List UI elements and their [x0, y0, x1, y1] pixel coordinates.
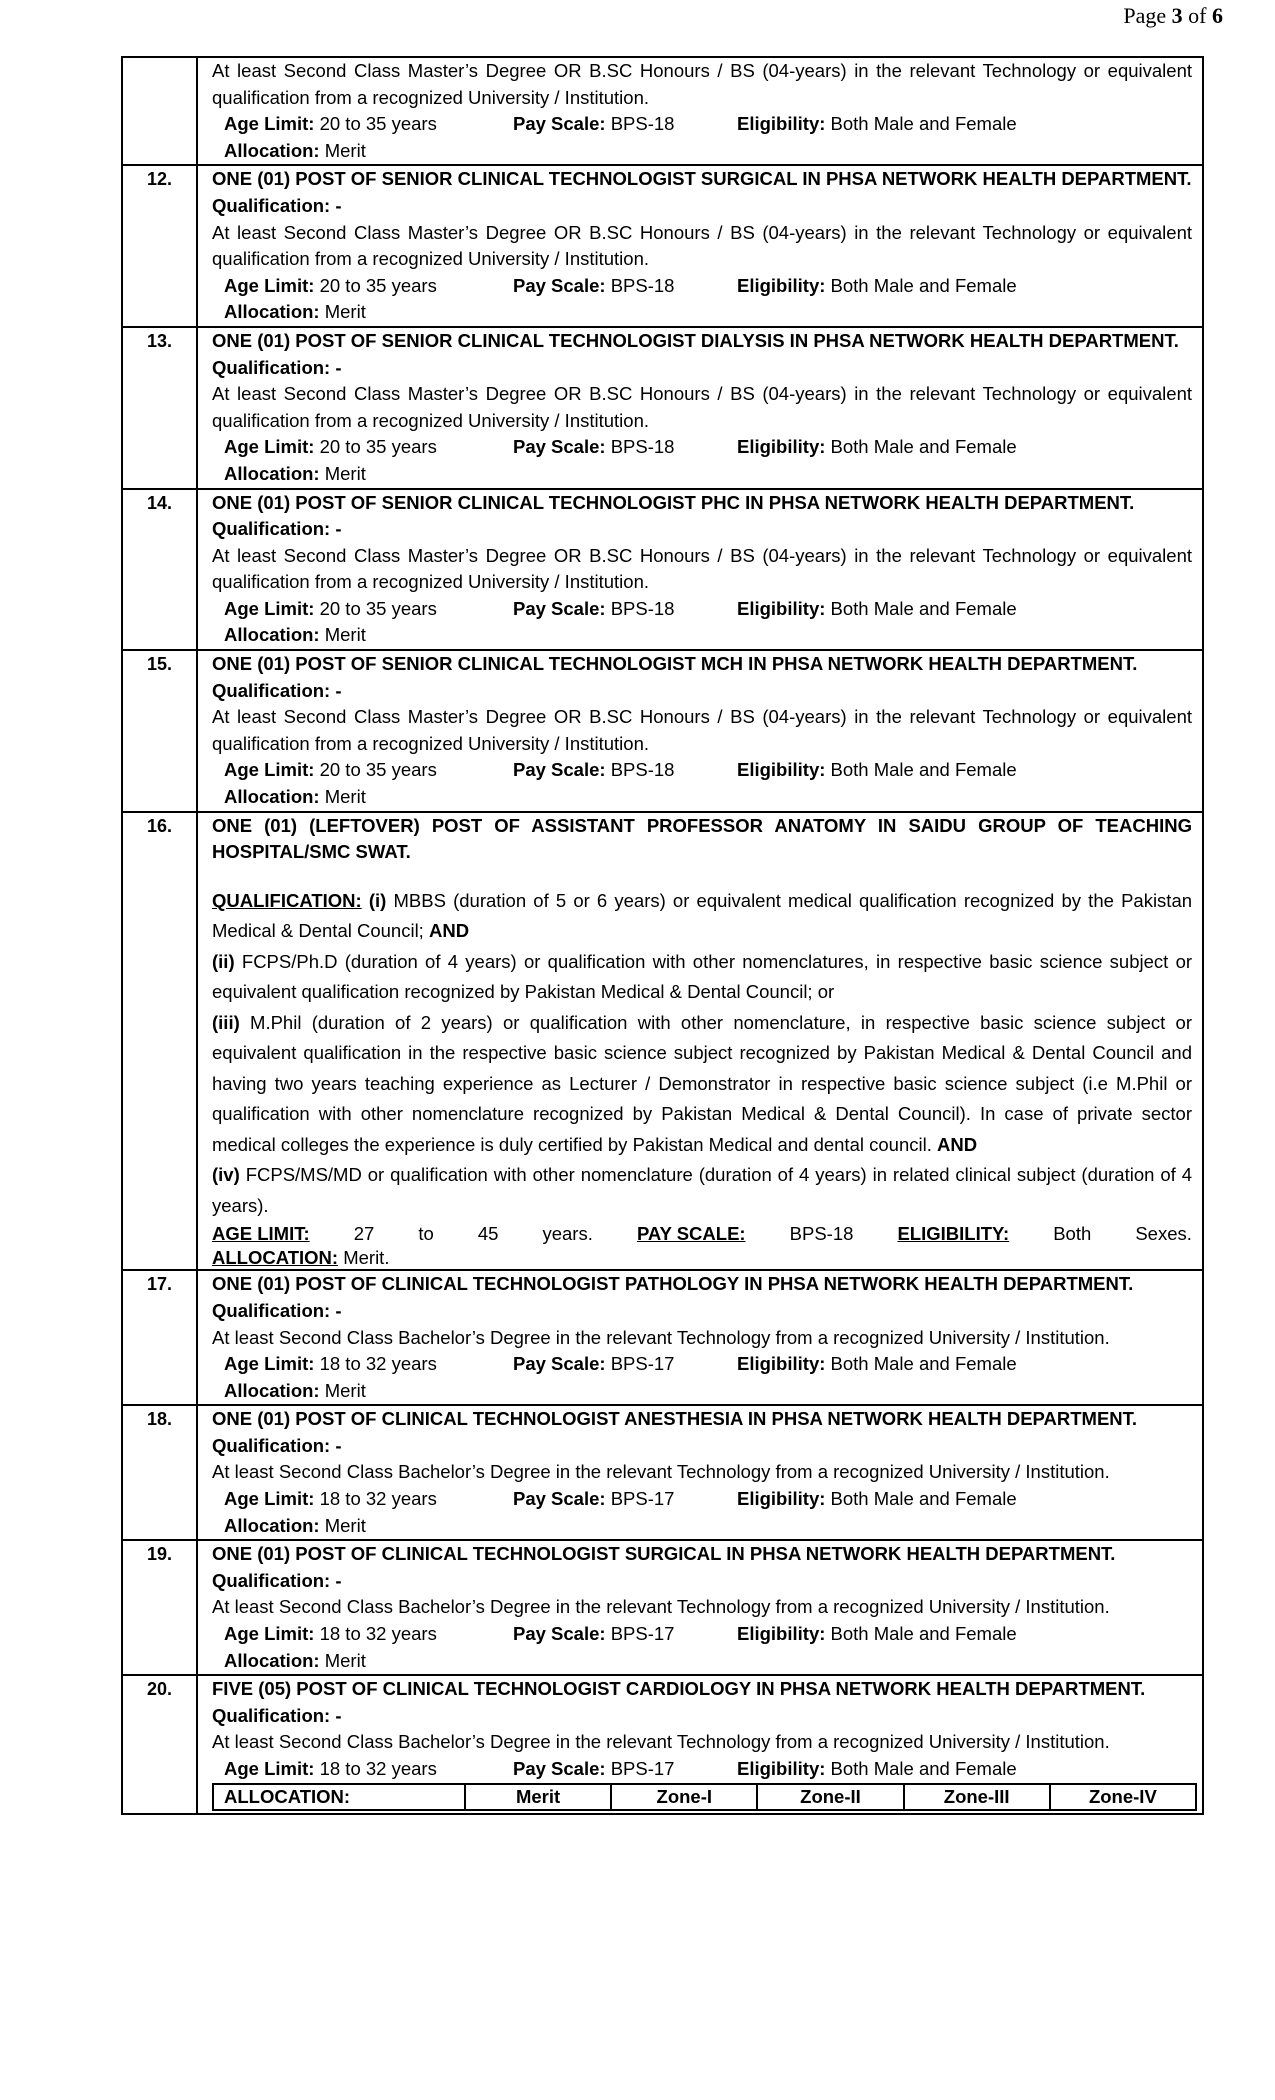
- item-label: (iv): [212, 1164, 240, 1186]
- post-content: [197, 165, 1203, 327]
- qualification-ii: [212, 947, 1192, 1008]
- qualification-text: At least Second Class Bachelor’s Degree in the relevant Technology from a recognized University / Institution.: [212, 1596, 1110, 1618]
- pay-scale-label: Pay Scale:: [513, 759, 606, 781]
- allocation-line: [212, 138, 1192, 165]
- qualification-label: Qualification: -: [212, 1299, 342, 1321]
- eligibility-label: Eligibility:: [737, 1488, 826, 1510]
- pay-scale-value: BPS-17: [610, 1623, 675, 1645]
- age-limit-label: Age Limit:: [224, 597, 315, 619]
- age-min: 27: [353, 1223, 375, 1245]
- allocation-value: Merit.: [343, 1247, 390, 1269]
- and-label: AND: [428, 920, 470, 942]
- age-to: to: [418, 1223, 434, 1245]
- post-number: 14.: [122, 489, 197, 651]
- allocation-line: [212, 461, 1192, 488]
- post-number: 12.: [122, 165, 197, 327]
- terms-line: [212, 111, 1192, 138]
- age-limit-label: AGE LIMIT:: [212, 1223, 310, 1245]
- pay-scale-label: Pay Scale:: [513, 1353, 606, 1375]
- allocation-line: [212, 299, 1192, 326]
- post-content: [197, 489, 1203, 651]
- allocation-value: Merit: [324, 139, 366, 161]
- qualification-text: At least Second Class Bachelor’s Degree in the relevant Technology from a recognized University / Institution.: [212, 1731, 1110, 1753]
- post-title: ONE (01) POST OF CLINICAL TECHNOLOGIST ANESTHESIA IN PHSA NETWORK HEALTH DEPARTMENT.: [212, 1408, 1138, 1430]
- post-title: FIVE (05) POST OF CLINICAL TECHNOLOGIST CARDIOLOGY IN PHSA NETWORK HEALTH DEPARTMENT.: [212, 1678, 1146, 1700]
- pay-scale-value: BPS-17: [610, 1488, 675, 1510]
- post-content: [197, 327, 1203, 489]
- table-row: [122, 812, 1203, 1271]
- allocation-zone-1: Zone-I: [611, 1784, 757, 1810]
- post-title: ONE (01) POST OF CLINICAL TECHNOLOGIST PATHOLOGY IN PHSA NETWORK HEALTH DEPARTMENT.: [212, 1273, 1134, 1295]
- posts-table: [121, 56, 1204, 1815]
- table-row: [122, 57, 1203, 165]
- post-content: [197, 1270, 1203, 1405]
- age-limit-value: 20 to 35 years: [319, 436, 437, 458]
- eligibility-value: Both Male and Female: [830, 759, 1017, 781]
- allocation-line: [212, 1648, 1192, 1675]
- table-row: [122, 327, 1203, 489]
- table-row: [122, 650, 1203, 812]
- terms-line: [212, 273, 1192, 300]
- table-row: [122, 1540, 1203, 1675]
- qualification-label: Qualification: -: [212, 194, 342, 216]
- eligibility-value: Both Male and Female: [830, 436, 1017, 458]
- qualification-text: MBBS (duration of 5 or 6 years) or equivalent medical qualification recognized by the Pakistan Medical & Dental Council;: [212, 889, 1193, 942]
- allocation-label: Allocation:: [224, 301, 320, 323]
- qualification-text: At least Second Class Bachelor’s Degree in the relevant Technology from a recognized University / Institution.: [212, 1326, 1110, 1348]
- age-limit-value: 18 to 32 years: [319, 1623, 437, 1645]
- post-content: [197, 57, 1203, 165]
- post-title: ONE (01) POST OF SENIOR CLINICAL TECHNOLOGIST DIALYSIS IN PHSA NETWORK HEALTH DEPARTMENT.: [212, 329, 1179, 351]
- eligibility-value: Both Male and Female: [830, 597, 1017, 619]
- qualification-label: Qualification: -: [212, 1704, 342, 1726]
- age-limit-label: Age Limit:: [224, 113, 315, 135]
- eligibility-value: Both Male and Female: [830, 1758, 1017, 1779]
- age-limit-label: Age Limit:: [224, 1623, 315, 1645]
- allocation-label: Allocation:: [224, 624, 320, 646]
- allocation-value: Merit: [324, 301, 366, 323]
- qualification-label: Qualification: -: [212, 518, 342, 540]
- eligibility-label: ELIGIBILITY:: [897, 1223, 1010, 1245]
- allocation-label: Allocation:: [224, 1379, 320, 1401]
- age-limit-label: Age Limit:: [224, 1488, 315, 1510]
- eligibility-label: Eligibility:: [737, 1353, 826, 1375]
- eligibility-label: Eligibility:: [737, 274, 826, 296]
- qualification-label: Qualification: -: [212, 1569, 342, 1591]
- allocation-value: Merit: [324, 1379, 366, 1401]
- allocation-label: Allocation:: [224, 1649, 320, 1671]
- page-prefix: Page: [1123, 3, 1172, 28]
- post-content: [197, 1540, 1203, 1675]
- terms-line: [212, 1756, 1192, 1783]
- pay-scale-value: BPS-17: [610, 1353, 675, 1375]
- item-label: (i): [368, 889, 387, 911]
- pay-scale-label: Pay Scale:: [513, 597, 606, 619]
- allocation-value: Merit: [324, 462, 366, 484]
- qualification-text: At least Second Class Master’s Degree OR B.SC Honours / BS (04-years) in the relevant Technology or equivalent qualification from a recognized University / Institution.: [212, 383, 1192, 431]
- allocation-table: [212, 1783, 1197, 1811]
- allocation-zone-4: Zone-IV: [1050, 1784, 1196, 1810]
- qualification-label: Qualification: -: [212, 679, 342, 701]
- eligibility-value: Both Male and Female: [830, 1353, 1017, 1375]
- age-limit-value: 18 to 32 years: [319, 1353, 437, 1375]
- allocation-label: Allocation:: [224, 1514, 320, 1536]
- terms-line: [212, 434, 1192, 461]
- allocation-line: [212, 622, 1192, 649]
- page-number: [1123, 3, 1223, 29]
- allocation-value: Merit: [324, 624, 366, 646]
- terms-line: [212, 1621, 1192, 1648]
- post-number: 13.: [122, 327, 197, 489]
- eligibility-label: Eligibility:: [737, 597, 826, 619]
- pay-scale-value: BPS-18: [610, 113, 675, 135]
- qualification-label: QUALIFICATION:: [212, 889, 362, 911]
- post-title: ONE (01) POST OF SENIOR CLINICAL TECHNOLOGIST MCH IN PHSA NETWORK HEALTH DEPARTMENT.: [212, 653, 1138, 675]
- post-content: [197, 1405, 1203, 1540]
- pay-scale-label: Pay Scale:: [513, 1488, 606, 1510]
- qualification-label: Qualification: -: [212, 356, 342, 378]
- post-title: ONE (01) POST OF SENIOR CLINICAL TECHNOLOGIST SURGICAL IN PHSA NETWORK HEALTH DEPARTMENT.: [212, 168, 1192, 190]
- eligibility-label: Eligibility:: [737, 1758, 826, 1779]
- eligibility-value: Both Male and Female: [830, 113, 1017, 135]
- allocation-value: Merit: [324, 1514, 366, 1536]
- qualification-text: At least Second Class Master’s Degree OR B.SC Honours / BS (04-years) in the relevant Technology or equivalent qualification from a recognized University / Institution.: [212, 706, 1192, 754]
- age-limit-value: 20 to 35 years: [319, 597, 437, 619]
- age-limit-value: 18 to 32 years: [319, 1758, 437, 1779]
- allocation-line: [212, 1378, 1192, 1405]
- eligibility-label: Eligibility:: [737, 759, 826, 781]
- page-sep: of: [1182, 3, 1212, 28]
- qualification-text: At least Second Class Bachelor’s Degree in the relevant Technology from a recognized University / Institution.: [212, 1461, 1110, 1483]
- post-number: [122, 57, 197, 165]
- page-current: 3: [1171, 3, 1183, 28]
- qualification-text: At least Second Class Master’s Degree OR B.SC Honours / BS (04-years) in the relevant Technology or equivalent qualification from a recognized University / Institution.: [212, 60, 1192, 108]
- table-row: [122, 165, 1203, 327]
- post-content: [197, 812, 1203, 1271]
- item-label: (iii): [212, 1011, 240, 1033]
- allocation-line: [212, 1513, 1192, 1540]
- pay-scale-label: Pay Scale:: [513, 436, 606, 458]
- pay-scale-value: BPS-18: [610, 274, 675, 296]
- terms-line: [212, 757, 1192, 784]
- eligibility-label: Eligibility:: [737, 436, 826, 458]
- age-max: 45: [477, 1223, 499, 1245]
- pay-scale-label: PAY SCALE:: [636, 1223, 746, 1245]
- and-label: AND: [936, 1133, 978, 1155]
- age-limit-label: Age Limit:: [224, 1353, 315, 1375]
- post-number: 16.: [122, 812, 197, 1271]
- eligibility-label: Eligibility:: [737, 113, 826, 135]
- allocation-label: Allocation:: [224, 139, 320, 161]
- allocation-zone-3: Zone-III: [904, 1784, 1050, 1810]
- allocation-line: [212, 784, 1192, 811]
- qualification-text: FCPS/Ph.D (duration of 4 years) or qualification with other nomenclatures, in respective basic science subject or equivalent qualification recognized by Pakistan Medical & Dental Council; or: [212, 950, 1193, 1003]
- post-content: [197, 1675, 1203, 1813]
- allocation-label: Allocation:: [224, 786, 320, 808]
- post-title: ONE (01) (LEFTOVER) POST OF ASSISTANT PROFESSOR ANATOMY IN SAIDU GROUP OF TEACHING HOSPITAL/SMC SWAT.: [212, 814, 1192, 863]
- qualification-iii: [212, 1008, 1192, 1161]
- post-number: 15.: [122, 650, 197, 812]
- table-row: [122, 1270, 1203, 1405]
- terms-line: [212, 596, 1192, 623]
- allocation-value: Merit: [324, 786, 366, 808]
- age-limit-label: Age Limit:: [224, 759, 315, 781]
- age-limit-value: 18 to 32 years: [319, 1488, 437, 1510]
- qualification-text: At least Second Class Master’s Degree OR B.SC Honours / BS (04-years) in the relevant Technology or equivalent qualification from a recognized University / Institution.: [212, 221, 1192, 270]
- terms-line: [212, 1221, 1192, 1247]
- post-number: 20.: [122, 1675, 197, 1813]
- pay-scale-label: Pay Scale:: [513, 113, 606, 135]
- pay-scale-label: Pay Scale:: [513, 1623, 606, 1645]
- page-total: 6: [1212, 3, 1223, 28]
- allocation-merit: Merit: [465, 1784, 611, 1810]
- eligibility-value: Both Male and Female: [830, 1623, 1017, 1645]
- post-number: 18.: [122, 1405, 197, 1540]
- qualification-text: M.Phil (duration of 2 years) or qualification with other nomenclature, in respective basic science subject or equivalent qualification in the respective basic science subject recognized by Pakistan Medical & Dental Council and having two years teaching experience as Lecturer / Demonstrator in respective basic science subject (i.e M.Phil or qualification with other nomenclature recognized by Pakistan Medical & Dental Council). In case of private sector medical colleges the experience is duly certified by Pakistan Medical and dental council.: [212, 1011, 1193, 1155]
- post-content: [197, 650, 1203, 812]
- post-number: 19.: [122, 1540, 197, 1675]
- item-label: (ii): [212, 950, 235, 972]
- qualification-text: FCPS/MS/MD or qualification with other nomenclature (duration of 4 years) in related clinical subject (duration of 4 years).: [212, 1164, 1193, 1216]
- eligibility-value: Both Male and Female: [830, 274, 1017, 296]
- eligibility-value-a: Both: [1053, 1223, 1092, 1245]
- age-limit-label: Age Limit:: [224, 436, 315, 458]
- terms-line: [212, 1486, 1192, 1513]
- qualification-iv: [212, 1160, 1192, 1221]
- age-limit-value: 20 to 35 years: [319, 759, 437, 781]
- pay-scale-label: Pay Scale:: [513, 274, 606, 296]
- age-limit-value: 20 to 35 years: [319, 274, 437, 296]
- allocation-header: ALLOCATION:: [213, 1784, 465, 1810]
- pay-scale-value: BPS-18: [610, 436, 675, 458]
- post-title: ONE (01) POST OF CLINICAL TECHNOLOGIST SURGICAL IN PHSA NETWORK HEALTH DEPARTMENT.: [212, 1543, 1116, 1565]
- pay-scale-value: BPS-18: [610, 759, 675, 781]
- age-limit-value: 20 to 35 years: [319, 113, 437, 135]
- qualification-i: [212, 886, 1192, 947]
- table-row: [122, 1405, 1203, 1540]
- table-row: [122, 489, 1203, 651]
- qualification-label: Qualification: -: [212, 1434, 342, 1456]
- eligibility-value: Both Male and Female: [830, 1488, 1017, 1510]
- allocation-label: ALLOCATION:: [212, 1247, 339, 1269]
- allocation-line: [212, 1247, 1192, 1269]
- table-row: [122, 1675, 1203, 1813]
- age-limit-label: Age Limit:: [224, 1758, 315, 1779]
- pay-scale-value: BPS-17: [610, 1758, 675, 1779]
- allocation-value: Merit: [324, 1649, 366, 1671]
- post-title: ONE (01) POST OF SENIOR CLINICAL TECHNOLOGIST PHC IN PHSA NETWORK HEALTH DEPARTMENT.: [212, 491, 1135, 513]
- allocation-row: [213, 1784, 1196, 1810]
- eligibility-value-b: Sexes.: [1135, 1223, 1192, 1245]
- allocation-zone-2: Zone-II: [757, 1784, 903, 1810]
- age-unit: years.: [542, 1223, 593, 1245]
- post-number: 17.: [122, 1270, 197, 1405]
- eligibility-label: Eligibility:: [737, 1623, 826, 1645]
- pay-scale-value: BPS-18: [610, 597, 675, 619]
- age-limit-label: Age Limit:: [224, 274, 315, 296]
- qualification-text: At least Second Class Master’s Degree OR B.SC Honours / BS (04-years) in the relevant Technology or equivalent qualification from a recognized University / Institution.: [212, 544, 1192, 593]
- pay-scale-label: Pay Scale:: [513, 1758, 606, 1779]
- allocation-label: Allocation:: [224, 462, 320, 484]
- pay-scale-value: BPS-18: [789, 1223, 854, 1245]
- terms-line: [212, 1351, 1192, 1378]
